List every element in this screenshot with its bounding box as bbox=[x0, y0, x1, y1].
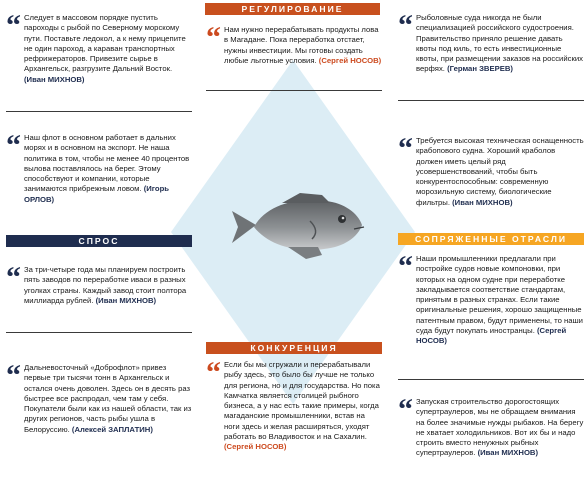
quote-left-2 bbox=[6, 129, 192, 229]
quote-center-1 bbox=[206, 21, 382, 91]
banner-related-industries: СОПРЯЖЕННЫЕ ОТРАСЛИ bbox=[398, 233, 584, 245]
quote-icon: “ bbox=[206, 356, 221, 389]
quote-icon: “ bbox=[398, 393, 413, 426]
banner-competition: КОНКУРЕНЦИЯ bbox=[206, 342, 382, 354]
quote-left-3 bbox=[6, 261, 192, 333]
quote-left-1 bbox=[6, 9, 192, 112]
quote-text: Требуется высокая техническая оснащенность крабопового судна. Хороший краболов должен иметь целый ряд усовершенствований, чтобы быть конкурентоспособным: современную морозильную систему, биологические фильтры. bbox=[416, 136, 584, 207]
divider bbox=[6, 332, 192, 333]
quote-author: (Сергей НОСОВ) bbox=[416, 326, 567, 346]
quote-text: Если бы мы сгружали и перерабатывали рыбу здесь, это было бы лучше не только для региона, но и для государства. Но пока Камчатка является столицей рыбного бизнеса, а у нас есть такие примеры, когда магаданские промышленники, встав на ноги здесь и желая расширяться, уходят работать во Владивосток и на Сахалин. bbox=[224, 360, 380, 442]
divider bbox=[398, 100, 584, 101]
quote-text: Наши промышленники предлагали при постройке судов новые компоновки, при которых на одном судне при переработке закладывается соответствие стандартам, принятым в разных странах. Если такие оригинальные решения, хорошо защищенные патентным правом, будут применены, то наши суда будут покупать иностранцы. bbox=[416, 254, 583, 336]
quote-text: Нам нужно перерабатывать продукты лова в Магадане. Пока переработка отстает, нужны инвестиции. Мы готовы создать любые льготные условия. bbox=[224, 25, 379, 65]
quote-author: (Герман ЗВЕРЕВ) bbox=[447, 64, 513, 74]
quote-author: (Иван МИХНОВ) bbox=[477, 448, 539, 458]
quote-text: Дальневосточный «Доброфлот» привез первые три тысячи тонн в Архангельск и остался очень доволен. Здесь он в десять раз быстрее все распродал, чем там у себя. Покупатели были как из нашей области, так из других регионов, часть рыбы ушла в Белоруссию. bbox=[24, 363, 192, 434]
quote-icon: “ bbox=[398, 9, 413, 42]
quote-author: (Иван МИХНОВ) bbox=[24, 74, 85, 84]
quote-author: (Алексей ЗАПЛАТИН) bbox=[71, 424, 153, 434]
quote-center-2 bbox=[206, 356, 382, 480]
divider bbox=[398, 379, 584, 380]
divider bbox=[6, 111, 192, 112]
quote-text: Следует в массовом порядке пустить пароходы с рыбой по Северному морскому пути. Поставьте ледокол, а к нему прицепите не один пароход, а караван транспортных рефрижераторов. Привезите сырье в Архангельск, разгрузите Дальний Восток. bbox=[24, 13, 186, 74]
quote-author: (Иван МИХНОВ) bbox=[452, 197, 513, 207]
quote-icon: “ bbox=[6, 359, 21, 392]
quote-icon: “ bbox=[398, 250, 413, 283]
quote-icon: “ bbox=[6, 9, 21, 42]
quote-right-2 bbox=[398, 132, 584, 224]
quote-author: (Иван МИХНОВ) bbox=[95, 295, 157, 305]
quote-author: (Сергей НОСОВ) bbox=[318, 55, 382, 65]
quote-icon: “ bbox=[6, 261, 21, 294]
divider bbox=[206, 90, 382, 91]
quote-right-1 bbox=[398, 9, 584, 101]
quote-icon: “ bbox=[398, 132, 413, 165]
quote-right-3 bbox=[398, 250, 584, 380]
fish-illustration bbox=[226, 191, 368, 263]
quote-text: Запуская строительство дорогостоящих супертраулеров, мы не обращаем внимания на более значимые нужды рыбаков. На берегу не хватает холодильников. Вот их бы и надо строить вместо ненужных рыбных супертраулеров. bbox=[416, 397, 584, 458]
banner-regulation: РЕГУЛИРОВАНИЕ bbox=[205, 3, 380, 15]
banner-demand: СПРОС bbox=[6, 235, 192, 247]
quote-text: Рыболовные суда никогда не были специализацией российского судостроения. Правительство приняло решение давать квоты под киль, то есть инвестиционные квоты, при размещении заказов на российских верфях. bbox=[416, 13, 583, 74]
quote-text: За три-четыре года мы планируем построить пять заводов по переработке иваси в разных уголках страны. Каждый завод стоит полтора миллиарда рублей. bbox=[24, 265, 187, 305]
quote-author: (Игорь ОРЛОВ) bbox=[24, 184, 170, 204]
quote-text: Наш флот в основном работает в дальних морях и в основном на экспорт. Не наша политика в том, чтобы не менее 40 процентов вылова поставлялось на берег. Этому способствуют и компании, которые занимаются прибрежным ловом. bbox=[24, 133, 190, 194]
quote-right-4 bbox=[398, 393, 584, 487]
quote-author: (Сергей НОСОВ) bbox=[224, 442, 287, 452]
quote-left-4 bbox=[6, 359, 192, 463]
quote-icon: “ bbox=[206, 21, 221, 54]
quote-icon: “ bbox=[6, 129, 21, 162]
